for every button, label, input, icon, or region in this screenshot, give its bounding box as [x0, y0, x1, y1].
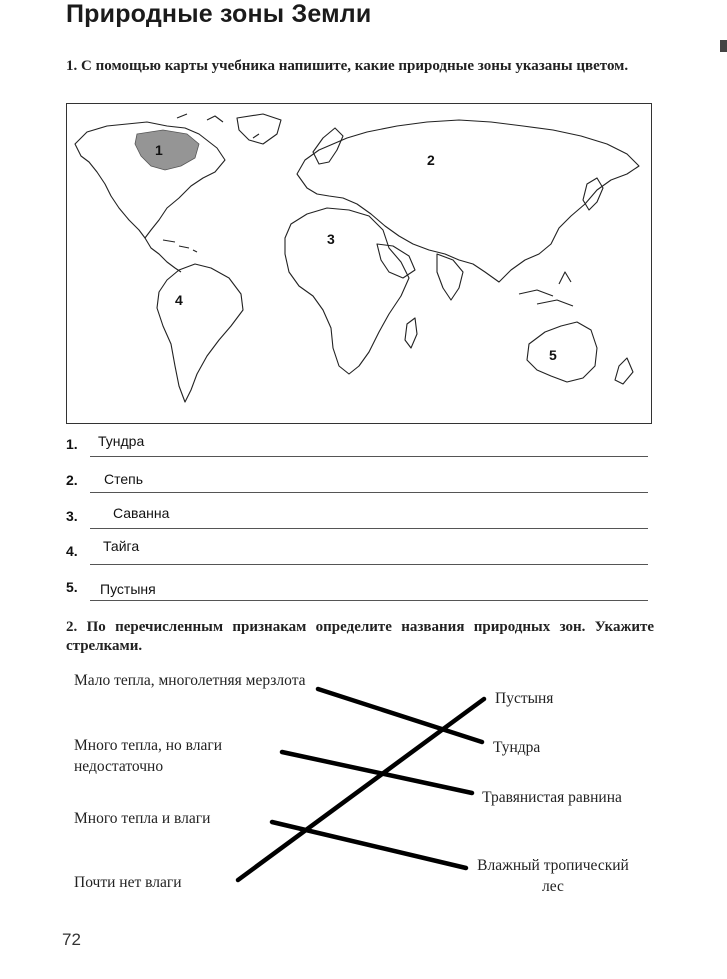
- answer-text-2: Степь: [104, 471, 144, 487]
- answer-text-4: Тайга: [103, 538, 140, 554]
- answer-number-5: 5.: [66, 579, 78, 595]
- line-grassland: [282, 752, 472, 793]
- left-item-1: Мало тепла, многолетняя мерзлота: [74, 672, 306, 689]
- answer-number-1: 1.: [66, 436, 78, 452]
- answer-number-2: 2.: [66, 472, 78, 488]
- line-rainforest: [272, 822, 466, 868]
- answer-text-3: Саванна: [113, 505, 170, 521]
- zone-label-3: 3: [327, 231, 335, 247]
- answer-text-5: Пустыня: [100, 581, 156, 597]
- page-number: 72: [62, 930, 81, 949]
- right-item-2: Тундра: [493, 739, 541, 756]
- zone-label-4: 4: [175, 292, 183, 308]
- right-item-1: Пустыня: [495, 690, 554, 707]
- zone-label-2: 2: [427, 152, 435, 168]
- zone-label-5: 5: [549, 347, 557, 363]
- zone-label-1: 1: [155, 142, 163, 158]
- right-item-3: Травянистая равнина: [482, 789, 622, 806]
- scan-edge-mark: [720, 40, 727, 52]
- task-1-instruction: 1. С помощью карты учебника напишите, какие природные зоны указаны цветом.: [66, 58, 629, 74]
- line-tundra: [318, 689, 482, 742]
- answer-text-1: Тундра: [98, 433, 145, 449]
- answer-number-4: 4.: [66, 543, 78, 559]
- page-title: Природные зоны Земли: [66, 0, 372, 28]
- task-2-instruction: 2. По перечисленным признакам определите названия природных зон. Укажите стрелками.: [66, 619, 654, 654]
- left-item-2: Много тепла, но влаги недостаточно: [74, 737, 223, 775]
- left-item-3: Много тепла и влаги: [74, 810, 211, 827]
- left-item-4: Почти нет влаги: [74, 874, 182, 891]
- answer-number-3: 3.: [66, 508, 78, 524]
- right-item-4: Влажный тропический лес: [477, 857, 629, 895]
